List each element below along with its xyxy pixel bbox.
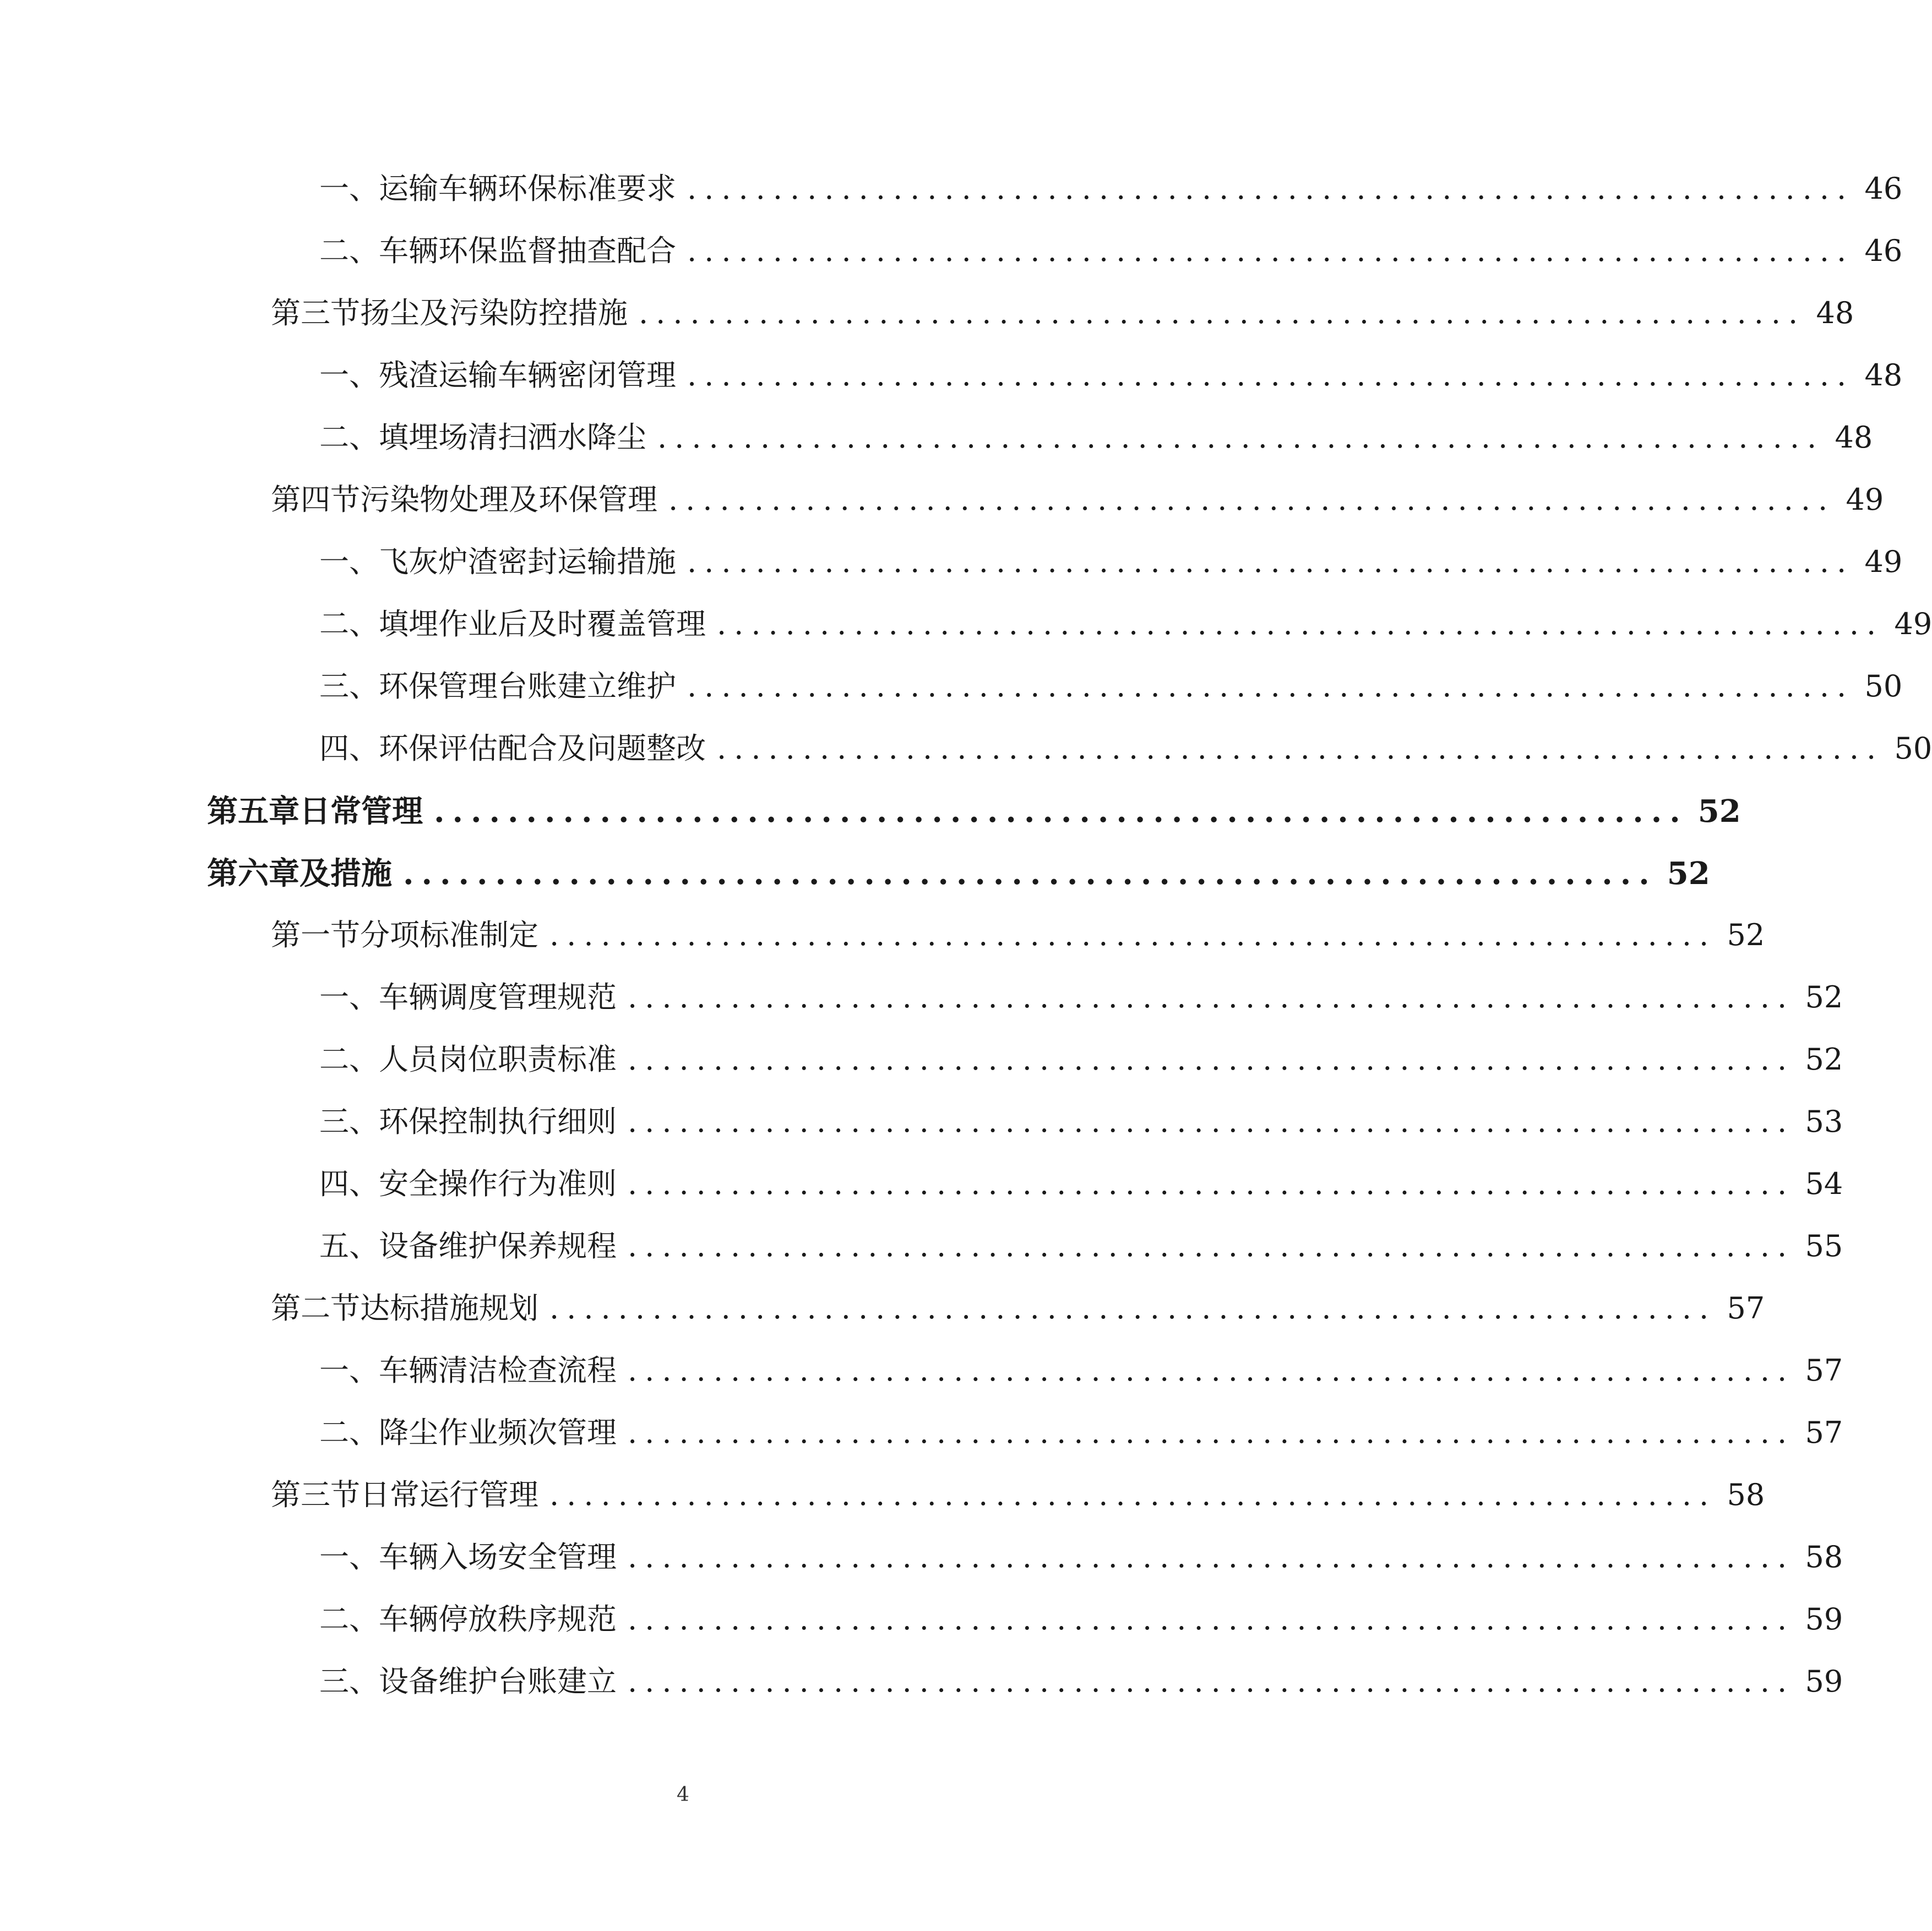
dot-leader: .................................................................... (549, 1477, 1717, 1512)
toc-entry-title: 日常管理 (300, 793, 423, 830)
toc-entry-number: 三、 (319, 1104, 379, 1139)
toc-entry-page: 46 (1864, 233, 1903, 268)
toc-entry-title: 填埋场清扫洒水降尘 (379, 420, 646, 455)
toc-entry-number: 三、 (319, 669, 379, 703)
toc-entry-title: 环保管理台账建立维护 (379, 669, 676, 703)
toc-entry[interactable] (319, 601, 1932, 645)
toc-entry-number: 第一节 (271, 918, 360, 952)
toc-entry-title: 环保控制执行细则 (379, 1104, 617, 1139)
toc-entry-page: 46 (1864, 171, 1903, 206)
toc-entry[interactable] (319, 1347, 1843, 1391)
toc-entry[interactable] (271, 1285, 1765, 1329)
toc-entry-page: 53 (1805, 1104, 1843, 1139)
toc-entry[interactable] (319, 538, 1903, 582)
toc-entry-page: 49 (1846, 482, 1884, 517)
toc-entry-title: 残渣运输车辆密闭管理 (379, 358, 676, 392)
toc-entry-page: 49 (1894, 607, 1932, 641)
toc-entry-number: 第三节 (271, 296, 360, 330)
toc-entry-page: 57 (1805, 1353, 1843, 1388)
toc-entry-number: 第六章 (207, 855, 300, 892)
toc-entry[interactable] (319, 165, 1903, 209)
dot-leader: .................................................................... (668, 482, 1836, 517)
toc-entry[interactable] (319, 1036, 1843, 1080)
toc-entry-title: 车辆调度管理规范 (379, 980, 617, 1014)
toc-entry[interactable] (319, 974, 1843, 1018)
toc-entry-number: 四、 (319, 731, 379, 766)
toc-entry-title: 日常运行管理 (360, 1477, 538, 1512)
toc-entry-number: 二、 (319, 1415, 379, 1450)
dot-leader: .................................................................... (628, 1104, 1795, 1139)
toc-entry[interactable] (207, 849, 1710, 893)
toc-entry[interactable] (319, 1409, 1843, 1453)
toc-entry-number: 一、 (319, 171, 379, 206)
toc-entry-title: 设备维护台账建立 (379, 1664, 617, 1699)
toc-entry[interactable] (319, 352, 1903, 396)
toc-entry-title: 及措施 (300, 855, 392, 892)
dot-leader: .................................................................... (628, 980, 1795, 1014)
dot-leader: .................................................................... (434, 793, 1688, 830)
toc-entry-number: 一、 (319, 1353, 379, 1388)
toc-entry-number: 二、 (319, 420, 379, 455)
toc-entry-page: 57 (1727, 1291, 1765, 1325)
toc-entry-number: 一、 (319, 980, 379, 1014)
toc-entry-title: 扬尘及污染防控措施 (360, 296, 628, 330)
dot-leader: .................................................................... (687, 358, 1854, 392)
toc-entry-title: 人员岗位职责标准 (379, 1042, 617, 1077)
dot-leader: .................................................................... (639, 296, 1806, 330)
toc-entry-title: 污染物处理及环保管理 (360, 482, 657, 517)
dot-leader: .................................................................... (628, 1229, 1795, 1263)
toc-entry-page: 48 (1835, 420, 1873, 455)
page-number: 4 (677, 1783, 689, 1806)
dot-leader: .................................................................... (403, 855, 1657, 892)
toc-entry[interactable] (319, 414, 1873, 458)
toc-entry-page: 52 (1667, 855, 1710, 892)
dot-leader: .................................................................... (687, 233, 1854, 268)
toc-entry-page: 59 (1805, 1602, 1843, 1637)
toc-entry[interactable] (271, 290, 1854, 334)
toc-entry-page: 48 (1816, 296, 1854, 330)
dot-leader: .................................................................... (628, 1353, 1795, 1388)
toc-entry[interactable] (319, 1223, 1843, 1267)
toc-entry[interactable] (271, 912, 1765, 956)
dot-leader: .................................................................... (717, 731, 1884, 766)
toc-entry-number: 三、 (319, 1664, 379, 1699)
toc-entry[interactable] (319, 227, 1903, 271)
dot-leader: .................................................................... (549, 1291, 1717, 1325)
toc-entry-page: 58 (1805, 1540, 1843, 1574)
toc-entry-number: 第五章 (207, 793, 300, 830)
toc-entry-number: 一、 (319, 358, 379, 392)
dot-leader: .................................................................... (628, 1664, 1795, 1699)
toc-entry-title: 达标措施规划 (360, 1291, 538, 1325)
toc-entry-title: 环保评估配合及问题整改 (379, 731, 706, 766)
toc-entry-page: 52 (1805, 1042, 1843, 1077)
toc-entry-number: 二、 (319, 1042, 379, 1077)
toc-entry-title: 车辆停放秩序规范 (379, 1602, 617, 1637)
toc-entry-page: 48 (1864, 358, 1903, 392)
toc-entry-title: 设备维护保养规程 (379, 1229, 617, 1263)
toc-entry[interactable] (319, 1160, 1843, 1204)
toc-entry-page: 57 (1805, 1415, 1843, 1450)
toc-entry[interactable] (271, 476, 1884, 520)
toc-entry[interactable] (319, 663, 1903, 707)
toc-entry-title: 飞灰炉渣密封运输措施 (379, 544, 676, 579)
toc-entry-title: 运输车辆环保标准要求 (379, 171, 676, 206)
dot-leader: .................................................................... (687, 669, 1854, 703)
toc-entry-number: 五、 (319, 1229, 379, 1263)
toc-entry-page: 54 (1805, 1166, 1843, 1201)
toc-entry-number: 第三节 (271, 1477, 360, 1512)
toc-entry-number: 一、 (319, 1540, 379, 1574)
dot-leader: .................................................................... (687, 544, 1854, 579)
dot-leader: .................................................................... (657, 420, 1825, 455)
toc-entry-page: 55 (1805, 1229, 1843, 1263)
toc-entry-number: 第四节 (271, 482, 360, 517)
toc-entry-number: 一、 (319, 544, 379, 579)
toc-entry-title: 车辆环保监督抽查配合 (379, 233, 676, 268)
toc-entry[interactable] (319, 1658, 1843, 1702)
dot-leader: .................................................................... (549, 918, 1717, 952)
toc-entry-title: 降尘作业频次管理 (379, 1415, 617, 1450)
toc-entry[interactable] (207, 787, 1741, 831)
toc-entry-title: 分项标准制定 (360, 918, 538, 952)
toc-entry-page: 49 (1864, 544, 1903, 579)
toc-entry-title: 车辆入场安全管理 (379, 1540, 617, 1574)
dot-leader: .................................................................... (628, 1042, 1795, 1077)
dot-leader: .................................................................... (628, 1415, 1795, 1450)
toc-entry-title: 填埋作业后及时覆盖管理 (379, 607, 706, 641)
toc-entry[interactable] (319, 1534, 1843, 1578)
dot-leader: .................................................................... (717, 607, 1884, 641)
dot-leader: .................................................................... (687, 171, 1854, 206)
toc-entry-number: 二、 (319, 607, 379, 641)
toc-entry-number: 第二节 (271, 1291, 360, 1325)
dot-leader: .................................................................... (628, 1166, 1795, 1201)
toc-entry[interactable] (319, 725, 1932, 769)
dot-leader: .................................................................... (628, 1602, 1795, 1637)
toc-entry-title: 车辆清洁检查流程 (379, 1353, 617, 1388)
toc-entry-number: 四、 (319, 1166, 379, 1201)
toc-entry-page: 58 (1727, 1477, 1765, 1512)
toc-entry-page: 50 (1894, 731, 1932, 766)
toc-entry-number: 二、 (319, 1602, 379, 1637)
toc-entry[interactable] (319, 1596, 1843, 1640)
toc-entry-page: 52 (1805, 980, 1843, 1014)
toc-entry-page: 52 (1727, 918, 1765, 952)
toc-entry-page: 52 (1697, 793, 1741, 830)
toc-entry-page: 59 (1805, 1664, 1843, 1699)
toc-entry-page: 50 (1864, 669, 1903, 703)
toc-entry-number: 二、 (319, 233, 379, 268)
toc-entry[interactable] (319, 1098, 1843, 1142)
toc-entry[interactable] (271, 1471, 1765, 1515)
toc-entry-title: 安全操作行为准则 (379, 1166, 617, 1201)
dot-leader: .................................................................... (628, 1540, 1795, 1574)
